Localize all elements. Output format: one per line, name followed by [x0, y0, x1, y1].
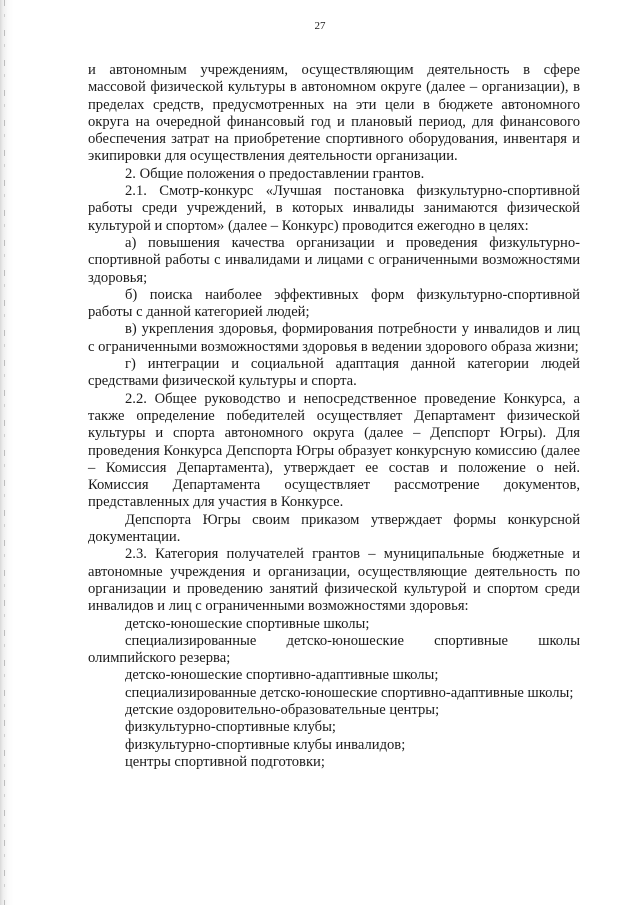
recipient-item: физкультурно-спортивные клубы инвалидов; — [125, 736, 406, 753]
scan-edge — [0, 0, 14, 905]
recipient-item: физкультурно-спортивные клубы; — [125, 719, 336, 736]
document-body — [88, 62, 580, 771]
recipient-item: детско-юношеские спортивно-адаптивные школы; — [125, 667, 439, 684]
recipient-item: специализированные детско-юношеские спортивно-адаптивные школы; — [125, 684, 574, 701]
page-number: 27 — [314, 20, 326, 32]
list-item-v: в) укрепления здоровья, формирования потребности у инвалидов и лиц с ограниченными возможностями здоровья в ведении здорового образа жизни; — [88, 321, 580, 355]
paragraph-2-3: 2.3. Категория получателей грантов – муниципальные бюджетные и автономные учреждения и организации, осуществляющие деятельность по организации и проведению занятий физической культурой и спортом среди инвалидов и лиц с ограниченными возможностями здоровья: — [88, 546, 580, 615]
recipient-item: детские оздоровительно-образовательные центры; — [125, 701, 440, 718]
list-item-a: а) повышения качества организации и проведения физкультурно-спортивной работы с инвалидами и лицами с ограниченными возможностями здоровья; — [88, 234, 580, 286]
section-heading-2: 2. Общие положения о предоставлении грантов. — [125, 165, 425, 182]
list-item-g: г) интеграции и социальной адаптация данной категории людей средствами физической культуры и спорта. — [88, 356, 580, 390]
paragraph-2-1: 2.1. Смотр-конкурс «Лучшая постановка физкультурно-спортивной работы среди учреждений, в которых инвалиды занимаются физической культурой и спортом» (далее – Конкурс) проводится ежегодно в целях: — [88, 183, 580, 234]
paragraph-depsport-forms: Депспорта Югры своим приказом утверждает формы конкурсной документации. — [88, 511, 580, 546]
paragraph-2-2: 2.2. Общее руководство и непосредственное проведение Конкурса, а также определение победителей осуществляет Департамент физической культуры и спорта автономного округа (далее – Депспорт Югры). Для проведения Конкурса Депспорта Югры образует конкурсную комиссию (далее – Комиссия Департамента), утверждает ее состав и положение о ней. Комиссия Департамента осуществляет рассмотрение документов, представленных для участия в Конкурсе. — [88, 390, 580, 511]
list-item-b: б) поиска наиболее эффективных форм физкультурно-спортивной работы с данной категорией людей; — [88, 286, 580, 321]
paragraph-intro: и автономным учреждениям, осуществляющим деятельность в сфере массовой физической культуры в автономном округе (далее – организации), в пределах средств, предусмотренных на эти цели в бюджете автономного округа на очередной финансовый год и плановый период, для финансового обеспечения затрат на приобретение спортивного оборудования, инвентаря и экипировки для осуществления деятельности организации. — [88, 62, 580, 165]
recipient-item: специализированные детско-юношеские спортивные школы олимпийского резерва; — [88, 632, 580, 667]
recipient-item: центры спортивной подготовки; — [125, 753, 325, 770]
recipient-item: детско-юношеские спортивные школы; — [125, 615, 370, 632]
